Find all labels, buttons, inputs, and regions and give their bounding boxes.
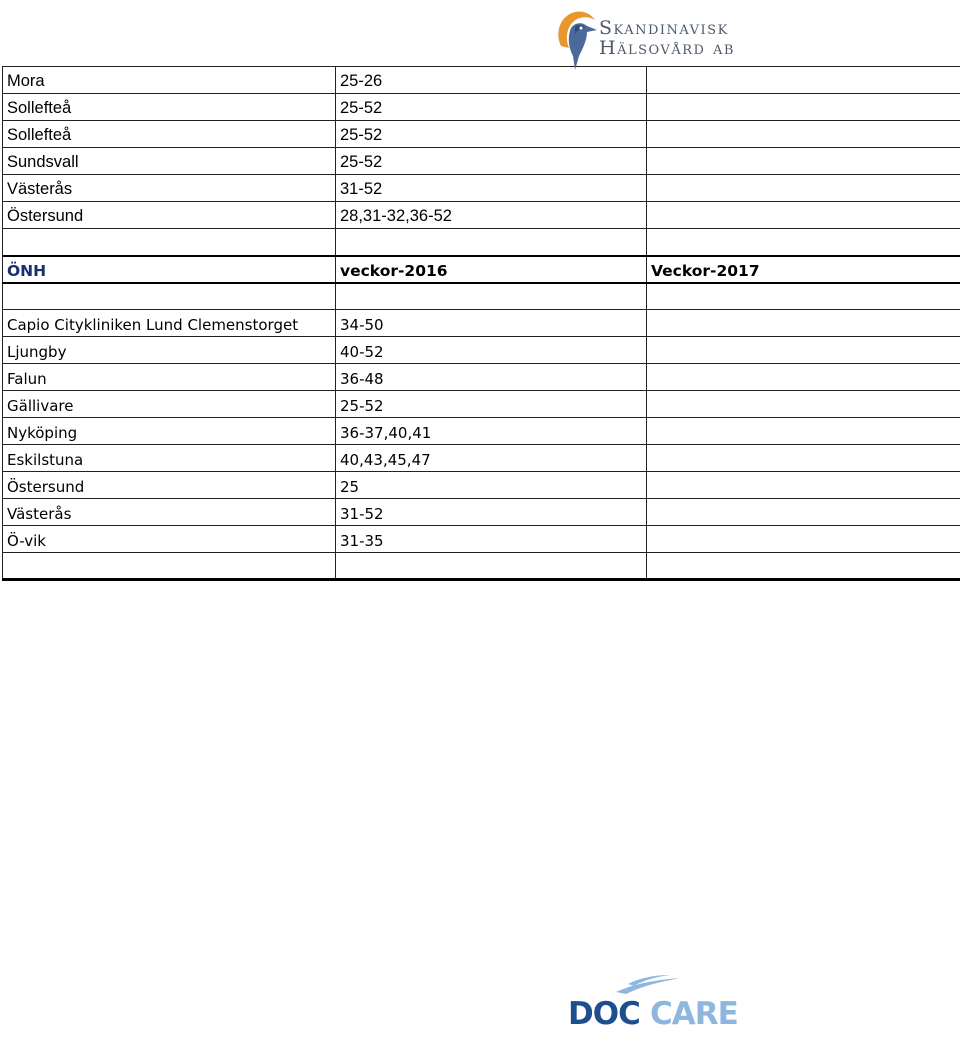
logo-text-line1: Skandinavisk bbox=[599, 17, 729, 39]
cell-weeks-2017 bbox=[647, 526, 960, 553]
cell-weeks: 31-52 bbox=[336, 175, 647, 202]
cell-weeks: 25-52 bbox=[336, 148, 647, 175]
table-row bbox=[3, 148, 960, 175]
empty-cell bbox=[3, 229, 336, 256]
table-row bbox=[3, 364, 960, 391]
empty-cell bbox=[3, 553, 336, 580]
kingfisher-bird-icon bbox=[553, 6, 601, 72]
table-row bbox=[3, 391, 960, 418]
table-row bbox=[3, 445, 960, 472]
section-title: ÖNH bbox=[3, 256, 336, 283]
cell-weeks: 40,43,45,47 bbox=[336, 445, 647, 472]
cell-place: Capio Citykliniken Lund Clemenstorget bbox=[3, 310, 336, 337]
cell-place: Eskilstuna bbox=[3, 445, 336, 472]
cell-weeks-2017 bbox=[647, 310, 960, 337]
empty-cell bbox=[336, 283, 647, 310]
cell-place: Ljungby bbox=[3, 337, 336, 364]
cell-weeks: 36-48 bbox=[336, 364, 647, 391]
schedule-table bbox=[2, 66, 960, 581]
cell-place: Gällivare bbox=[3, 391, 336, 418]
logo-text-care: CARE bbox=[650, 996, 738, 1032]
cell-weeks: 25-52 bbox=[336, 94, 647, 121]
cell-weeks-2017 bbox=[647, 121, 960, 148]
cell-weeks: 40-52 bbox=[336, 337, 647, 364]
doc-care-logo bbox=[566, 974, 750, 1038]
swoosh-icon bbox=[614, 974, 684, 996]
cell-weeks-2017 bbox=[647, 175, 960, 202]
cell-weeks: 25 bbox=[336, 472, 647, 499]
table-row bbox=[3, 121, 960, 148]
cell-weeks: 25-52 bbox=[336, 121, 647, 148]
table-row bbox=[3, 526, 960, 553]
cell-place: Falun bbox=[3, 364, 336, 391]
column-header-2017: Veckor-2017 bbox=[647, 256, 960, 283]
table-row bbox=[3, 175, 960, 202]
cell-place: Sollefteå bbox=[3, 121, 336, 148]
cell-weeks-2017 bbox=[647, 499, 960, 526]
column-header-2016: veckor-2016 bbox=[336, 256, 647, 283]
cell-weeks-2017 bbox=[647, 337, 960, 364]
cell-weeks-2017 bbox=[647, 472, 960, 499]
table-row bbox=[3, 472, 960, 499]
empty-cell bbox=[647, 553, 960, 580]
empty-cell bbox=[3, 283, 336, 310]
table-row bbox=[3, 94, 960, 121]
skandinavisk-halsovard-logo bbox=[553, 6, 763, 72]
cell-weeks-2017 bbox=[647, 94, 960, 121]
cell-place: Västerås bbox=[3, 175, 336, 202]
cell-weeks: 34-50 bbox=[336, 310, 647, 337]
table-row bbox=[3, 418, 960, 445]
cell-weeks: 25-52 bbox=[336, 391, 647, 418]
table-row bbox=[3, 67, 960, 94]
cell-place: Sollefteå bbox=[3, 94, 336, 121]
table-row bbox=[3, 337, 960, 364]
section-header-row bbox=[3, 256, 960, 283]
cell-place: Mora bbox=[3, 67, 336, 94]
empty-cell bbox=[336, 229, 647, 256]
empty-cell bbox=[647, 229, 960, 256]
cell-place: Sundsvall bbox=[3, 148, 336, 175]
empty-row bbox=[3, 553, 960, 580]
cell-place: Östersund bbox=[3, 202, 336, 229]
empty-cell bbox=[647, 283, 960, 310]
cell-weeks-2017 bbox=[647, 364, 960, 391]
cell-weeks-2017 bbox=[647, 445, 960, 472]
cell-weeks-2017 bbox=[647, 148, 960, 175]
logo-text-doc: DOC bbox=[568, 996, 640, 1032]
cell-weeks: 25-26 bbox=[336, 67, 647, 94]
cell-place: Östersund bbox=[3, 472, 336, 499]
empty-row bbox=[3, 229, 960, 256]
table-row bbox=[3, 499, 960, 526]
cell-weeks-2017 bbox=[647, 391, 960, 418]
cell-place: Nyköping bbox=[3, 418, 336, 445]
table-row bbox=[3, 310, 960, 337]
cell-place: Ö-vik bbox=[3, 526, 336, 553]
empty-row bbox=[3, 283, 960, 310]
cell-weeks: 31-35 bbox=[336, 526, 647, 553]
cell-weeks: 36-37,40,41 bbox=[336, 418, 647, 445]
cell-weeks: 31-52 bbox=[336, 499, 647, 526]
cell-weeks-2017 bbox=[647, 418, 960, 445]
logo-text-line2: Hälsovård ab bbox=[599, 37, 735, 59]
table-row bbox=[3, 202, 960, 229]
cell-place: Västerås bbox=[3, 499, 336, 526]
empty-cell bbox=[336, 553, 647, 580]
cell-weeks: 28,31-32,36-52 bbox=[336, 202, 647, 229]
cell-weeks-2017 bbox=[647, 202, 960, 229]
